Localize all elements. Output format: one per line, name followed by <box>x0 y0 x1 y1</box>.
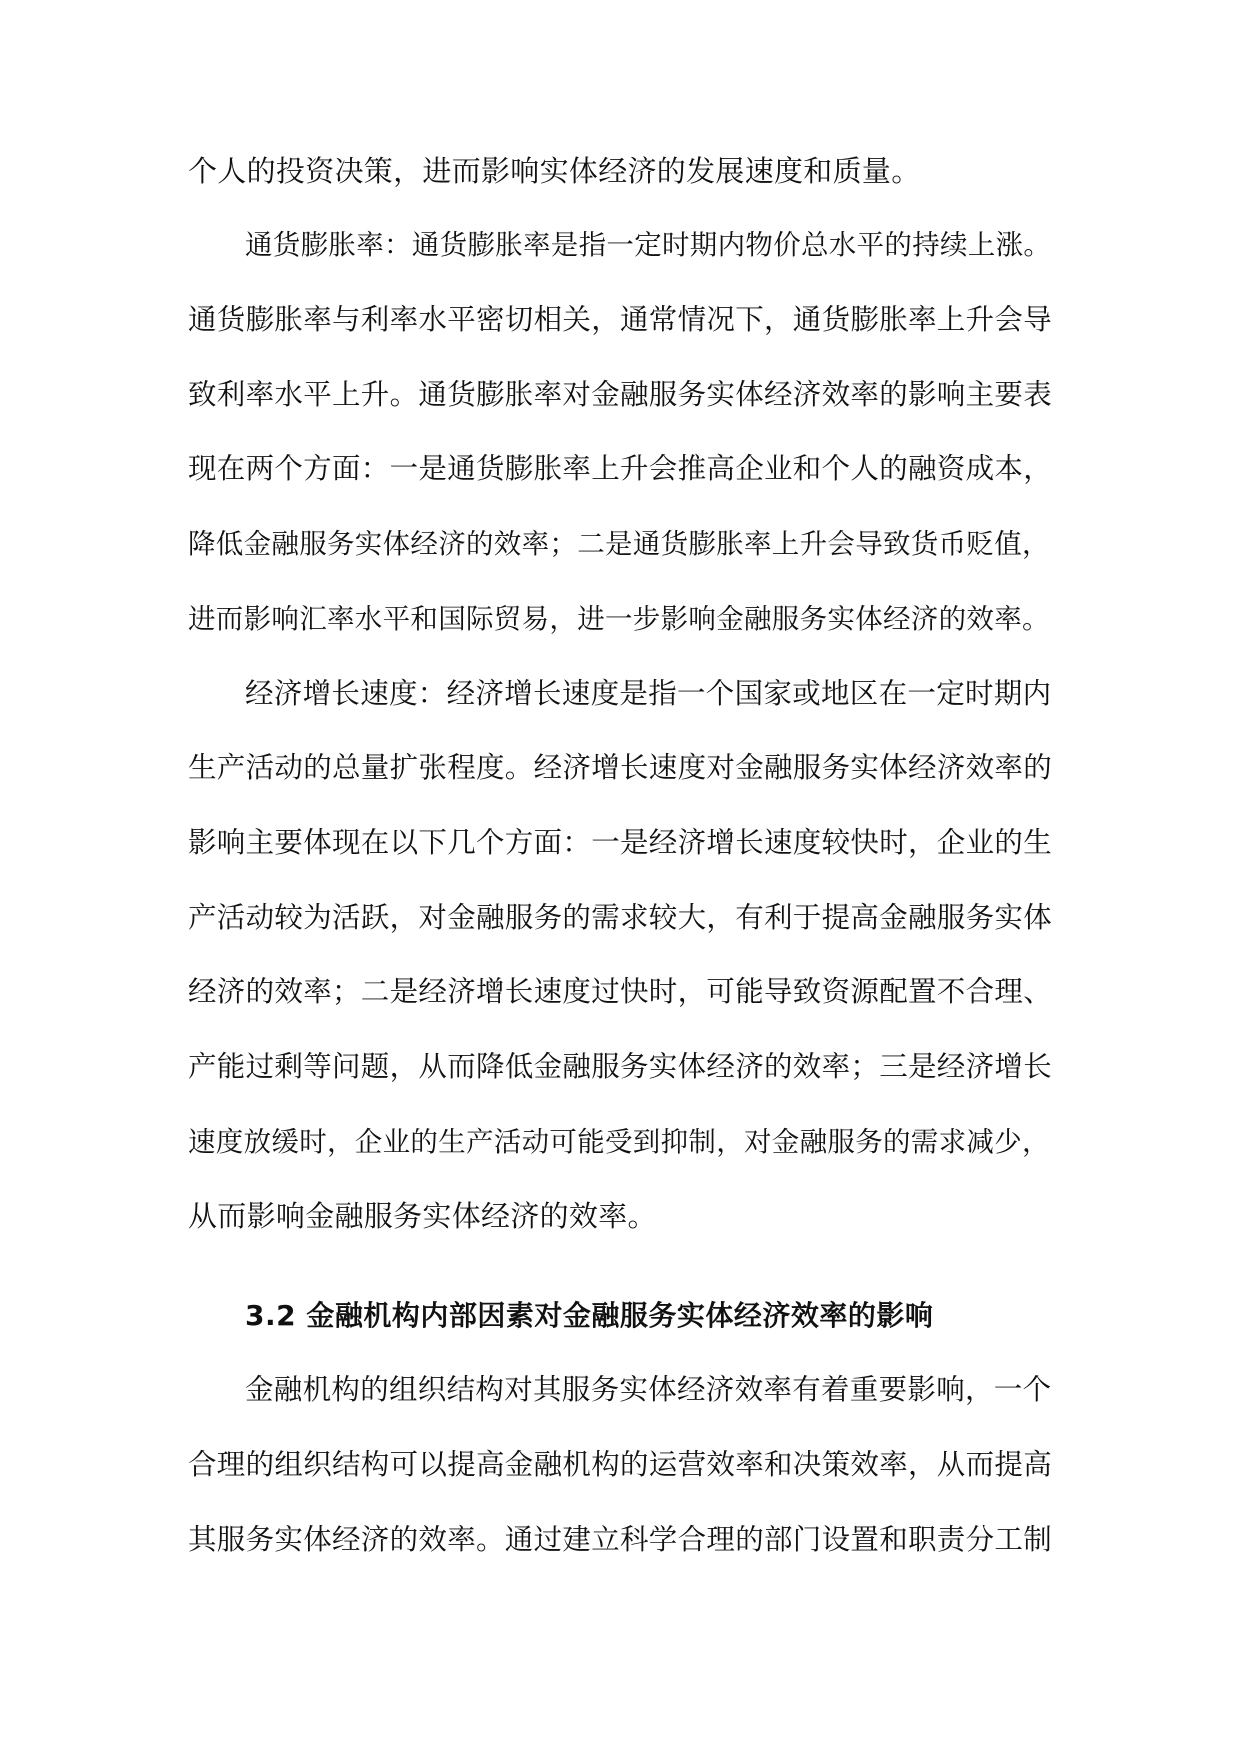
text-line: 现在两个方面：一是通货膨胀率上升会推高企业和个人的融资成本， <box>188 452 1053 485</box>
text-line: 降低金融服务实体经济的效率；二是通货膨胀率上升会导致货币贬值， <box>188 528 1050 560</box>
text-line: 通货膨胀率：通货膨胀率是指一定时期内物价总水平的持续上涨。 <box>245 229 1052 261</box>
text-line: 影响主要体现在以下几个方面：一是经济增长速度较快时，企业的生 <box>188 826 1053 859</box>
text-line: 进而影响汇率水平和国际贸易，进一步影响金融服务实体经济的效率。 <box>188 603 1050 635</box>
text-line: 合理的组织结构可以提高金融机构的运营效率和决策效率，从而提高 <box>188 1448 1053 1481</box>
text-line: 产活动较为活跃，对金融服务的需求较大，有利于提高金融服务实体 <box>188 901 1053 934</box>
text-line: 从而影响金融服务实体经济的效率。 <box>188 1199 657 1233</box>
text-line: 经济增长速度：经济增长速度是指一个国家或地区在一定时期内 <box>245 677 1052 710</box>
text-line: 致利率水平上升。通货膨胀率对金融服务实体经济效率的影响主要表 <box>188 378 1053 411</box>
text-line: 金融机构的组织结构对其服务实体经济效率有着重要影响，一个 <box>245 1373 1052 1406</box>
text-line: 经济的效率；二是经济增长速度过快时，可能导致资源配置不合理、 <box>188 975 1053 1008</box>
text-line: 生产活动的总量扩张程度。经济增长速度对金融服务实体经济效率的 <box>188 751 1053 784</box>
text-line: 速度放缓时，企业的生产活动可能受到抑制，对金融服务的需求减少， <box>188 1126 1050 1158</box>
text-line: 通货膨胀率与利率水平密切相关，通常情况下，通货膨胀率上升会导 <box>188 303 1053 336</box>
text-line: 其服务实体经济的效率。通过建立科学合理的部门设置和职责分工制 <box>188 1523 1053 1556</box>
text-line: 个人的投资决策，进而影响实体经济的发展速度和质量。 <box>188 154 921 188</box>
text-line: 产能过剩等问题，从而降低金融服务实体经济的效率；三是经济增长 <box>188 1050 1053 1083</box>
section-heading: 3.2 金融机构内部因素对金融服务实体经济效率的影响 <box>245 1299 934 1332</box>
